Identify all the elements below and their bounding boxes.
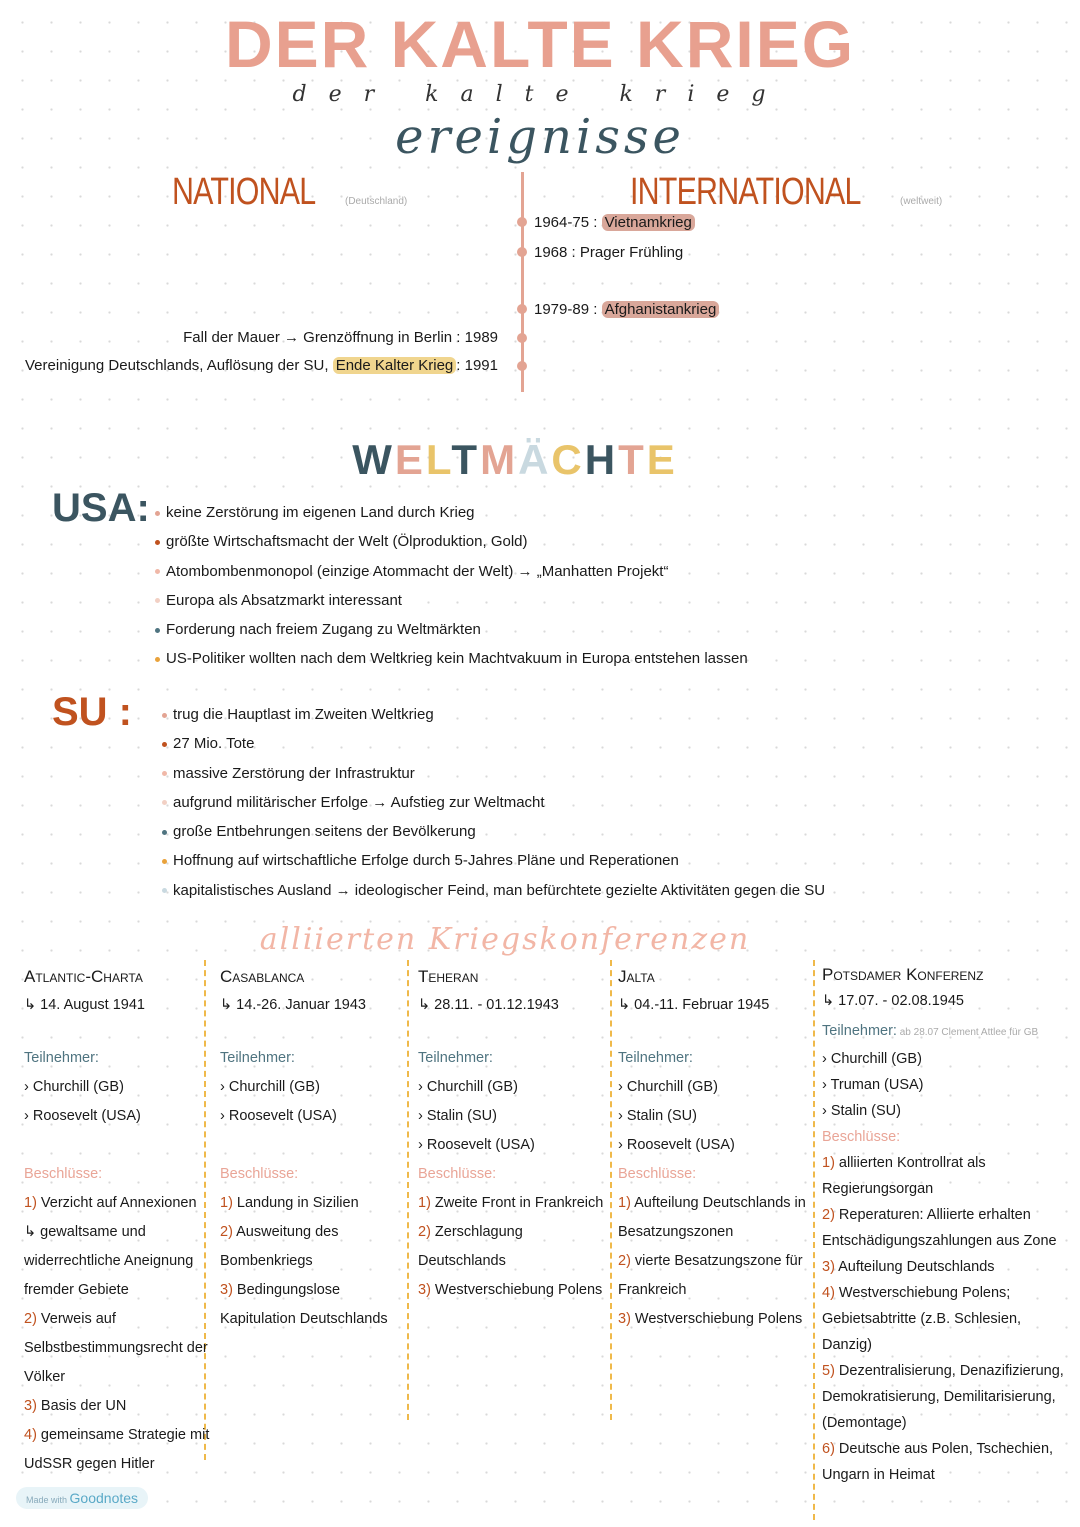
decision-text: Basis der UN (40, 1398, 127, 1414)
timeline-event: Vereinigung Deutschlands, Auflösung der SU, Ende Kalter Krieg : 1991 (25, 357, 498, 374)
decision (24, 1305, 212, 1392)
conferences-heading: alliierten Kriegskonferenzen (259, 922, 751, 957)
decision-text: Reperaturen: Alliierte erhalten Entschädigungszahlungen aus Zone (822, 1207, 1057, 1249)
decisions-label: Beschlüsse: (418, 1166, 497, 1182)
decision (822, 1254, 1072, 1280)
spacer (24, 1131, 212, 1160)
timeline-event: 1979-89 : Afghanistankrieg (534, 301, 719, 318)
decision-text: Zerschlagung Deutschlands (418, 1224, 523, 1269)
list-item (155, 621, 748, 650)
conference-date: ↳ 14.-26. Januar 1943 (220, 997, 366, 1013)
bullet-icon (162, 771, 167, 776)
participant: › Churchill (GB) (220, 1079, 320, 1095)
participant: › Roosevelt (USA) (24, 1108, 141, 1124)
list-item (162, 823, 825, 852)
conference-name: Potsdamer Konferenz (822, 965, 984, 984)
decision-text: Deutsche aus Polen, Tschechien, Ungarn in Heimat (822, 1441, 1054, 1483)
participants-label: Teilnehmer: (220, 1050, 295, 1066)
title-script-line: der kalte krieg (292, 82, 788, 107)
timeline-event: 1964-75 : Vietnamkrieg (534, 214, 695, 231)
decision (220, 1189, 408, 1218)
timeline-dot (517, 333, 527, 343)
decision (618, 1247, 806, 1305)
decision-number: 3) (822, 1259, 839, 1275)
decision (220, 1218, 408, 1276)
heading-letter: C (551, 436, 585, 483)
spacer (220, 1131, 408, 1160)
decision-number: 4) (24, 1427, 41, 1443)
conference-name: Casablanca (220, 967, 305, 986)
list-item-text: Forderung nach freiem Zugang zu Weltmärkten (166, 621, 481, 639)
participants-label: Teilnehmer: (24, 1050, 99, 1066)
list-item-text: Hoffnung auf wirtschaftliche Erfolge durch 5-Jahres Pläne und Reperationen (173, 852, 679, 870)
list-item (155, 592, 748, 621)
timeline-event: Fall der Mauer → Grenzöffnung in Berlin : 1989 (183, 329, 498, 346)
su-list (162, 706, 825, 911)
participant: › Roosevelt (USA) (618, 1137, 735, 1153)
bullet-icon (162, 859, 167, 864)
divider (610, 960, 612, 1420)
bullet-icon (155, 569, 160, 574)
decisions-label: Beschlüsse: (220, 1166, 299, 1182)
conference-date: ↳ 14. August 1941 (24, 997, 145, 1013)
decision (822, 1150, 1072, 1202)
decision-text: Westverschiebung Polens (434, 1282, 603, 1298)
decision-text: Dezentralisierung, Denazifizierung, Demokratisierung, Demilitarisierung, (Demontage) (822, 1363, 1064, 1431)
subtitle: ereignisse (395, 109, 685, 165)
conference-column (220, 962, 408, 1334)
timeline-dot (517, 217, 527, 227)
heading-letter: T (618, 436, 647, 483)
participant: › Churchill (GB) (618, 1079, 718, 1095)
conference-date: ↳ 28.11. - 01.12.1943 (418, 997, 559, 1013)
bullet-icon (155, 540, 160, 545)
bullet-icon (155, 598, 160, 603)
decision-number: 2) (220, 1224, 237, 1240)
conference-column (418, 962, 606, 1305)
decision-text: Landung in Sizilien (236, 1195, 359, 1211)
decision-number: 2) (822, 1207, 839, 1223)
heading-letter: L (425, 436, 452, 483)
list-item-text: keine Zerstörung im eigenen Land durch Krieg (166, 504, 475, 521)
decision-number: 1) (418, 1195, 435, 1211)
decision-number: 2) (618, 1253, 635, 1269)
page-title: DER KALTE KRIEG (224, 7, 856, 81)
heading-letter: W (352, 436, 395, 483)
decision (822, 1280, 1072, 1358)
decision-text: Bedingungslose Kapitulation Deutschlands (220, 1282, 388, 1327)
list-item (155, 504, 748, 533)
conference-date: ↳ 04.-11. Februar 1945 (618, 997, 770, 1013)
participants-note: ab 28.07 Clement Attlee für GB (896, 1027, 1039, 1038)
timeline-line (521, 172, 524, 392)
decision-number: 1) (822, 1155, 839, 1171)
decision (418, 1218, 606, 1276)
international-heading: INTERNATIONAL (630, 171, 861, 213)
list-item-text: Europa als Absatzmarkt interessant (166, 591, 402, 609)
participants-label: Teilnehmer: (418, 1050, 493, 1066)
list-item-text: größte Wirtschaftsmacht der Welt (Ölproduktion, Gold) (166, 533, 528, 551)
participant: › Stalin (SU) (418, 1108, 497, 1124)
decision-number: 3) (220, 1282, 237, 1298)
list-item (162, 882, 825, 911)
bullet-icon (162, 800, 167, 805)
decision (618, 1189, 806, 1247)
timeline-dot (517, 247, 527, 257)
decision (24, 1189, 212, 1305)
list-item (162, 794, 825, 823)
conference-column (822, 962, 1072, 1488)
list-item (155, 563, 748, 592)
decision-text: Westverschiebung Polens (634, 1311, 803, 1327)
decision-text: Verweis auf Selbstbestimmungsrecht der Völker (24, 1311, 208, 1385)
decision-text: Aufteilung Deutschlands (838, 1259, 995, 1275)
decision-number: 3) (24, 1398, 41, 1414)
heading-letter: H (584, 436, 619, 483)
participant: › Churchill (GB) (822, 1051, 922, 1067)
decision-text: Westverschiebung Polens; Gebietsabtritte (z.B. Schlesien, Danzig) (822, 1285, 1022, 1353)
list-item (162, 735, 825, 764)
conference-name: Jalta (618, 967, 655, 986)
national-note: (Deutschland) (345, 196, 408, 207)
bullet-icon (155, 657, 160, 662)
bullet-icon (155, 511, 160, 516)
list-item-text: US-Politiker wollten nach dem Weltkrieg kein Machtvakuum in Europa entstehen lassen (166, 650, 748, 668)
decision (822, 1358, 1072, 1436)
decision (24, 1392, 212, 1421)
decision (822, 1202, 1072, 1254)
list-item (162, 765, 825, 794)
decisions-label: Beschlüsse: (24, 1166, 103, 1182)
decision-number: 2) (24, 1311, 41, 1327)
list-item-text: aufgrund militärischer Erfolge → Aufstieg zur Weltmacht (173, 793, 545, 811)
national-heading: NATIONAL (172, 171, 316, 213)
participants-label: Teilnehmer: ab 28.07 Clement Attlee für GB (822, 1023, 1039, 1039)
participant: › Churchill (GB) (24, 1079, 124, 1095)
decisions-label: Beschlüsse: (618, 1166, 697, 1182)
list-item (162, 852, 825, 881)
conference-date: ↳ 17.07. - 02.08.1945 (822, 993, 964, 1009)
usa-list (155, 504, 748, 680)
heading-letter: E (646, 436, 678, 483)
timeline-event: 1968 : Prager Frühling (534, 244, 684, 261)
heading-letter: Ä (518, 436, 552, 483)
decision (220, 1276, 408, 1334)
list-item-text: massive Zerstörung der Infrastruktur (173, 764, 415, 782)
timeline-dot (517, 361, 527, 371)
participant: › Churchill (GB) (418, 1079, 518, 1095)
decisions-label: Beschlüsse: (822, 1129, 901, 1145)
bullet-icon (162, 713, 167, 718)
bullet-icon (162, 830, 167, 835)
participant: › Truman (USA) (822, 1077, 924, 1093)
decision-number: 2) (418, 1224, 435, 1240)
bullet-icon (155, 628, 160, 633)
conference-column (618, 962, 806, 1334)
list-item-text: Atombombenmonopol (einzige Atommacht der Welt) → „Manhatten Projekt“ (166, 562, 669, 580)
su-label: SU : (52, 690, 132, 734)
list-item (162, 706, 825, 735)
decision (24, 1421, 212, 1479)
divider (813, 960, 815, 1520)
list-item-text: trug die Hauptlast im Zweiten Weltkrieg (173, 706, 434, 723)
decision-number: 1) (618, 1195, 635, 1211)
list-item (155, 650, 748, 679)
decision-number: 4) (822, 1285, 839, 1301)
conference-name: Atlantic-Charta (24, 967, 143, 986)
weltmaechte-heading (0, 436, 1030, 484)
decision-text: vierte Besatzungszone für Frankreich (618, 1253, 803, 1298)
list-item-text: kapitalistisches Ausland → ideologischer Feind, man befürchtete gezielte Aktivitäten gegen die SU (173, 881, 826, 899)
decision-number: 1) (220, 1195, 237, 1211)
goodnotes-badge: Made with Goodnotes (16, 1487, 148, 1509)
decision-number: 5) (822, 1363, 839, 1379)
conference-column (24, 962, 212, 1479)
decision-text: Ausweitung des Bombenkriegs (220, 1224, 339, 1269)
decision (418, 1189, 606, 1218)
decision-text: gemeinsame Strategie mit UdSSR gegen Hitler (24, 1427, 210, 1472)
conference-name: Teheran (418, 967, 479, 986)
decision (618, 1305, 806, 1334)
decision (822, 1436, 1072, 1488)
participants-label: Teilnehmer: (618, 1050, 693, 1066)
participant: › Stalin (SU) (618, 1108, 697, 1124)
decision-number: 3) (418, 1282, 435, 1298)
participant: › Stalin (SU) (822, 1103, 901, 1119)
decision (418, 1276, 606, 1305)
usa-label: USA: (52, 486, 150, 530)
heading-letter: E (394, 436, 426, 483)
decision-text: Zweite Front in Frankreich (434, 1195, 604, 1211)
participant: › Roosevelt (USA) (220, 1108, 337, 1124)
list-item-text: 27 Mio. Tote (173, 735, 255, 753)
timeline-dot (517, 304, 527, 314)
heading-letter: M (480, 436, 519, 483)
decision-text: Aufteilung Deutschlands in Besatzungszonen (618, 1195, 806, 1240)
list-item (155, 533, 748, 562)
decision-number: 1) (24, 1195, 41, 1211)
decision-text: Verzicht auf Annexionen ↳ gewaltsame und widerrechtliche Aneignung fremder Gebiete (24, 1195, 197, 1298)
bullet-icon (162, 888, 167, 893)
participant: › Roosevelt (USA) (418, 1137, 535, 1153)
heading-letter: T (451, 436, 481, 483)
decision-text: alliierten Kontrollrat als Regierungsorgan (822, 1155, 986, 1197)
decision-number: 3) (618, 1311, 635, 1327)
decision-number: 6) (822, 1441, 839, 1457)
international-note: (weltweit) (900, 196, 943, 207)
bullet-icon (162, 742, 167, 747)
list-item-text: große Entbehrungen seitens der Bevölkerung (173, 823, 476, 841)
